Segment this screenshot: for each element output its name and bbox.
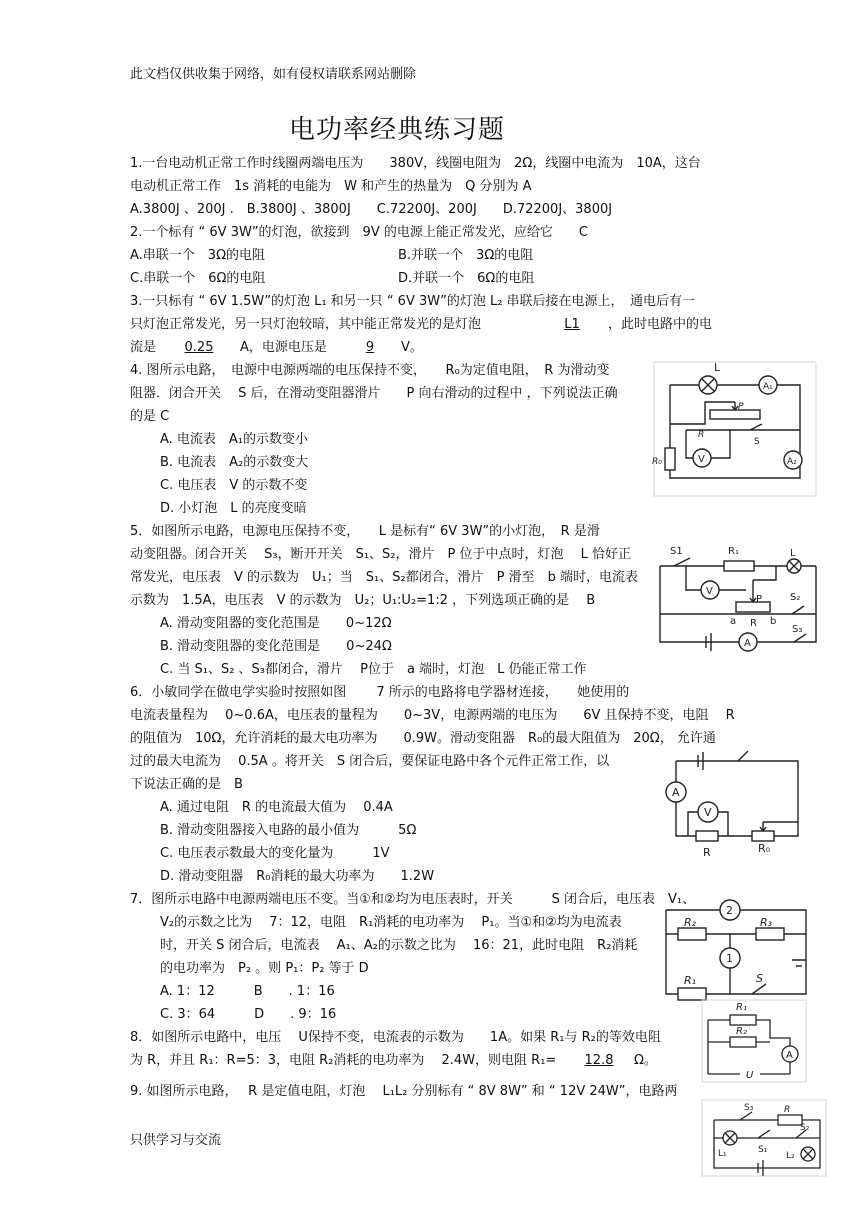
q3-line2: 只灯泡正常发光，另一只灯泡较暗，其中能正常发光的是灯泡 <box>130 317 482 332</box>
q7-label-meter-2: 2 <box>726 904 733 917</box>
q7-label-R3: R₃ <box>760 916 773 929</box>
q4-label-S: S <box>754 437 760 447</box>
q8-label-A: A <box>786 1050 793 1061</box>
q8-answer: 12.8 <box>584 1053 614 1068</box>
q5-label-R: R <box>750 618 757 629</box>
q2-line1: 2.一个标有 “ 6V 3W”的灯泡，欲接到 9V 的电源上能正常发光，应给它 C <box>130 225 588 240</box>
q7-options-ab: A. 1：12 B . 1：16 <box>160 984 335 999</box>
q6-label-R0: R₀ <box>758 842 771 855</box>
q5-label-S3: S₃ <box>792 624 803 635</box>
q5-circuit-diagram <box>656 540 822 660</box>
q1-options: A.3800J 、200J . B.3800J 、3800J C.72200J、200J D.72200J、3800J <box>130 202 613 217</box>
q2-option-d: D.并联一个 6Ω的电阻 <box>398 271 535 286</box>
q9-label-L1: L₁ <box>718 1149 727 1159</box>
q2-option-a: A.串联一个 3Ω的电阻 <box>130 248 266 263</box>
q3-line3-mid: A，电源电压是 <box>240 340 327 355</box>
q4-line3: 的是 C <box>130 409 170 424</box>
q9-label-S1: S₁ <box>758 1145 768 1155</box>
q7-label-R1: R₁ <box>684 974 697 987</box>
q4-label-L: L <box>714 361 721 374</box>
q9-label-S2: S₂ <box>800 1123 810 1133</box>
q4-line1: 4. 图所示电路， 电源中电源两端的电压保持不变， R₀为定值电阻， R 为滑动变 <box>130 363 610 378</box>
q7-line4: 的电功率为 P₂ 。则 P₁：P₂ 等于 D <box>160 961 369 976</box>
q3-answer-bulb: L1 <box>564 317 580 332</box>
q5-line2: 动变阻器。闭合开关 S₃，断开开关 S₁、S₂，滑片 P 位于中点时，灯泡 L 恰好正 <box>130 547 632 562</box>
q4-circuit-diagram <box>650 360 820 500</box>
q5-line3: 常发光，电压表 V 的示数为 U₁；当 S₁、S₂都闭合，滑片 P 滑至 b 端时，电流表 <box>130 570 639 585</box>
q8-circuit-diagram <box>700 998 810 1084</box>
q7-line1: 7．图所示电路中电源两端电压不变。当①和②均为电压表时，开关 S 闭合后，电压表 V₁、 <box>130 892 696 907</box>
q8-label-R2: R₂ <box>736 1026 747 1037</box>
q3-line3-start: 流是 <box>130 340 157 355</box>
q5-label-V: V <box>706 586 713 597</box>
q7-options-cd: C. 3：64 D . 9：16 <box>160 1007 337 1022</box>
q4-label-V: V <box>698 454 705 465</box>
q7-label-S: S <box>756 972 763 985</box>
q7-line3: 时，开关 S 闭合后，电流表 A₁、A₂的示数之比为 16：21，此时电阻 R₂消耗 <box>160 938 638 953</box>
q6-line4: 过的最大电流为 0.5A 。将开关 S 闭合后，要保证电路中各个元件正常工作，以 <box>130 754 610 769</box>
q4-label-P: P <box>738 402 744 412</box>
q3-answer-voltage: 9 <box>365 340 375 355</box>
q4-line2: 阻器．闭合开关 S 后，在滑动变阻器滑片 P 向右滑动的过程中 ，下列说法正确 <box>130 386 618 401</box>
q7-line2: V₂的示数之比为 7：12，电阻 R₁消耗的电功率为 P₁。当①和②均为电流表 <box>160 915 622 930</box>
q5-option-b: B. 滑动变阻器的变化范围是 0~24Ω <box>160 639 392 654</box>
q8-line2: 为 R，并且 R₁：R=5：3，电阻 R₂消耗的电功率为 2.4W，则电阻 R₁= <box>130 1053 557 1068</box>
q4-label-A1: A₁ <box>763 382 773 392</box>
q9-line1: 9. 如图所示电路， R 是定值电阻，灯泡 L₁L₂ 分别标有 “ 8V 8W” 和 “ 12V 24W”，电路两 <box>130 1084 678 1099</box>
q6-line2: 电流表量程为 0~0.6A，电压表的量程为 0~3V，电源两端的电压为 6V 且保持不变，电阻 R <box>130 708 735 723</box>
q5-label-b: b <box>770 616 777 627</box>
q8-line2-end: Ω。 <box>634 1053 657 1068</box>
q1-line1: 1.一台电动机正常工作时线圈两端电压为 380V，线圈电阻为 2Ω，线圈中电流为 10A，这台 <box>130 156 701 171</box>
page-header: 此文档仅供收集于网络，如有侵权请联系网站删除 <box>130 67 417 82</box>
q5-label-S2: S₂ <box>790 592 801 603</box>
q2-option-b: B.并联一个 3Ω的电阻 <box>398 248 534 263</box>
q4-option-b: B. 电流表 A₂的示数变大 <box>160 455 309 470</box>
q5-option-c: C. 当 S₁、S₂ 、S₃都闭合，滑片 P位于 a 端时，灯泡 L 仍能正常工作 <box>160 662 587 677</box>
q4-label-A2: A₂ <box>787 457 797 467</box>
q3-line1: 3.一只标有 “ 6V 1.5W”的灯泡 L₁ 和另一只 “ 6V 3W”的灯泡 L₂ 串联后接在电源上， 通电后有一 <box>130 294 696 309</box>
q6-option-c: C. 电压表示数最大的变化量为 1V <box>160 846 390 861</box>
q3-line3-end: V。 <box>401 340 423 355</box>
q5-line4: 示数为 1.5A，电压表 V 的示数为 U₂；U₁:U₂=1:2 ，下列选项正确的是 B <box>130 593 596 608</box>
q6-option-b: B. 滑动变阻器接入电路的最小值为 5Ω <box>160 823 417 838</box>
q4-label-R0: R₀ <box>652 457 662 467</box>
q8-line1: 8．如图所示电路中，电压 U保持不变，电流表的示数为 1A。如果 R₁与 R₂的等效电阻 <box>130 1030 661 1045</box>
q6-label-A: A <box>672 786 680 799</box>
q1-line2: 电动机正常工作 1s 消耗的电能为 W 和产生的热量为 Q 分别为 A <box>130 179 532 194</box>
q5-label-R1: R₁ <box>728 546 739 557</box>
q3-line2-end: ，此时电路中的电 <box>608 317 713 332</box>
q6-line5: 下说法正确的是 B <box>130 777 243 792</box>
q5-label-P: P <box>756 594 763 605</box>
q4-option-a: A. 电流表 A₁的示数变小 <box>160 432 309 447</box>
page-footer: 只供学习与交流 <box>130 1133 222 1148</box>
q6-circuit-diagram <box>658 748 808 860</box>
q2-option-c: C.串联一个 6Ω的电阻 <box>130 271 266 286</box>
q9-label-S3: S₃ <box>744 1103 754 1113</box>
q7-label-R2: R₂ <box>684 916 697 929</box>
q8-label-R1: R₁ <box>736 1002 747 1013</box>
q6-label-V: V <box>704 806 712 819</box>
q6-option-d: D. 滑动变阻器 R₀消耗的最大功率为 1.2W <box>160 869 435 884</box>
q5-option-a: A. 滑动变阻器的变化范围是 0~12Ω <box>160 616 392 631</box>
q5-label-L: L <box>790 548 796 559</box>
q9-label-L2: L₂ <box>786 1151 795 1161</box>
q4-option-d: D. 小灯泡 L 的亮度变暗 <box>160 501 307 516</box>
q5-line1: 5．如图所示电路，电源电压保持不变， L 是标有“ 6V 3W”的小灯泡， R 是滑 <box>130 524 600 539</box>
q6-line1: 6．小敏同学在做电学实验时按照如图 7 所示的电路将电学器材连接， 她使用的 <box>130 685 630 700</box>
page-title: 电功率经典练习题 <box>289 115 506 145</box>
q6-line3: 的阻值为 10Ω，允许消耗的最大电功率为 0.9W。滑动变阻器 R₀的最大阻值为 20Ω， 允许通 <box>130 731 716 746</box>
q7-circuit-diagram <box>656 898 816 1002</box>
q6-option-a: A. 通过电阻 R 的电流最大值为 0.4A <box>160 800 393 815</box>
q5-label-a: a <box>730 616 737 627</box>
q5-label-A: A <box>744 638 751 649</box>
q7-label-meter-1: 1 <box>726 952 733 965</box>
q5-label-S1: S1 <box>670 546 683 557</box>
q6-label-R: R <box>703 846 711 859</box>
q8-label-U: U <box>746 1070 754 1081</box>
q9-circuit-diagram <box>700 1098 830 1178</box>
q4-option-c: C. 电压表 V 的示数不变 <box>160 478 308 493</box>
q9-label-R: R <box>784 1105 791 1115</box>
q4-label-R: R <box>698 430 705 440</box>
q3-answer-current: 0.25 <box>184 340 214 355</box>
